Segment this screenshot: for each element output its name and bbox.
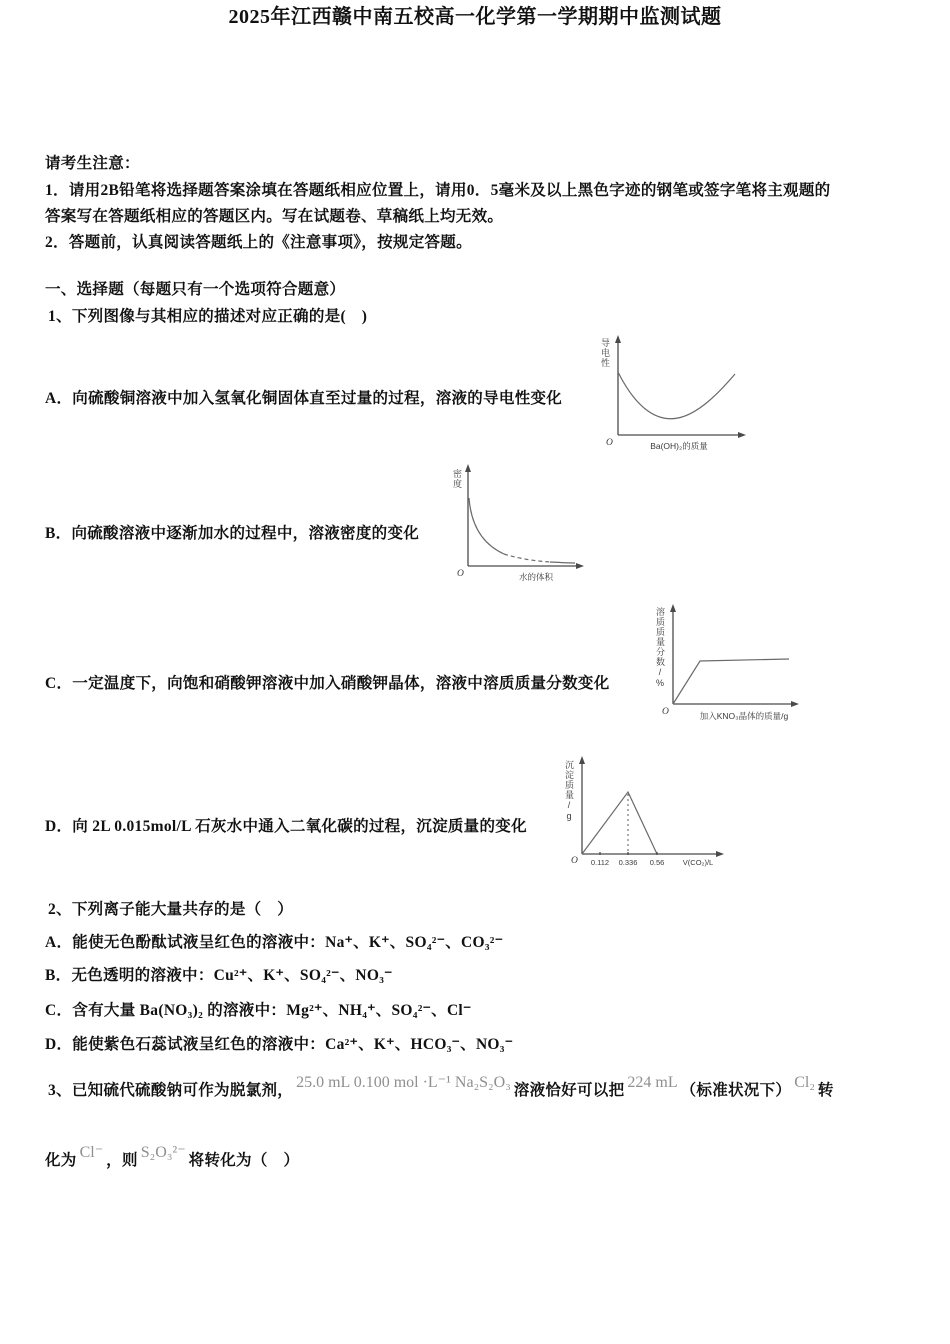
q3-formula-cl2: Cl₂	[794, 1074, 815, 1091]
q1-graph-b-origin: O	[457, 569, 464, 579]
q1-graph-a-origin: O	[606, 438, 613, 448]
q2-stem: 2、下列离子能大量共存的是（ ）	[48, 901, 294, 918]
q1-graph-d-tick-3: 0.56	[649, 858, 665, 867]
q3-text-1: 3、已知硫代硫酸钠可作为脱氯剂，	[48, 1082, 294, 1099]
q1-graph-d-origin: O	[571, 856, 578, 866]
section-1-heading: 一、选择题（每题只有一个选项符合题意）	[45, 281, 346, 298]
q1-graph-d-plot	[556, 752, 741, 878]
q1-graph-d-tick-2: 0.336	[618, 858, 638, 867]
q1-graph-c-ylabel: 溶质质量分数/%	[655, 607, 665, 689]
q1-graph-a	[592, 332, 752, 457]
q1-graph-a-plot	[592, 332, 752, 457]
q3-text-7: 将转化为（ ）	[188, 1152, 300, 1169]
q3-text-3: （标准状况下）	[680, 1082, 792, 1099]
q1-graph-d-xlabel: V(CO₂)/L	[682, 858, 714, 867]
notice-line-1: 1．请用2B铅笔将选择题答案涂填在答题纸相应位置上，请用0．5毫米及以上黑色字迹的钢笔或签字笔将主观题的	[45, 182, 831, 199]
q1-graph-b	[438, 462, 598, 588]
q1-graph-c-plot	[641, 599, 836, 729]
q1-option-d: D．向 2L 0.015mol/L 石灰水中通入二氧化碳的过程，沉淀质量的变化	[45, 818, 527, 835]
q1-graph-a-xlabel: Ba(OH)₂的质量	[650, 441, 708, 451]
q3-stem-line-2	[45, 1144, 300, 1170]
q3-formula-na2s2o3: 25.0 mL 0.100 mol ·L⁻¹ Na₂S₂O₃	[296, 1074, 511, 1091]
q3-text-5: 化为	[45, 1152, 77, 1169]
q1-graph-b-ylabel: 密度	[452, 469, 462, 489]
q1-graph-b-xlabel: 水的体积	[518, 572, 554, 582]
q1-option-a: A．向硫酸铜溶液中加入氢氧化铜固体直至过量的过程，溶液的导电性变化	[45, 390, 563, 407]
q2-option-c: C．含有大量 Ba(NO₃)₂ 的溶液中：Mg²⁺、NH₄⁺、SO₄²⁻、Cl⁻	[45, 1002, 472, 1019]
q1-graph-d-ylabel: 沉淀质量/g	[564, 760, 574, 822]
notice-line-2: 答案写在答题纸相应的答题区内。写在试题卷、草稿纸上均无效。	[45, 208, 504, 225]
q3-text-4: 转	[817, 1082, 834, 1099]
q1-graph-d	[556, 752, 741, 878]
q1-graph-b-plot	[438, 462, 598, 588]
notice-heading: 请考生注意：	[45, 155, 140, 172]
q1-graph-c-xlabel: 加入KNO₃晶体的质量/g	[699, 711, 789, 721]
q2-option-a: A．能使无色酚酞试液呈红色的溶液中：Na⁺、K⁺、SO₄²⁻、CO₃²⁻	[45, 934, 504, 951]
q3-formula-cl-ion: Cl⁻	[79, 1144, 104, 1161]
q1-graph-c-origin: O	[662, 707, 669, 717]
q1-option-c: C．一定温度下，向饱和硝酸钾溶液中加入硝酸钾晶体，溶液中溶质质量分数变化	[45, 675, 610, 692]
q3-text-2: 溶液恰好可以把	[513, 1082, 625, 1099]
q1-graph-a-ylabel: 导电性	[600, 338, 610, 368]
q1-graph-d-tick-1: 0.112	[590, 858, 610, 867]
q2-option-d: D．能使紫色石蕊试液呈红色的溶液中：Ca²⁺、K⁺、HCO₃⁻、NO₃⁻	[45, 1036, 514, 1053]
q1-graph-c	[641, 599, 836, 729]
q3-formula-s2o3-ion: S₂O₃²⁻	[140, 1144, 186, 1161]
q2-option-b: B．无色透明的溶液中：Cu²⁺、K⁺、SO₄²⁻、NO₃⁻	[45, 967, 393, 984]
notice-line-3: 2．答题前，认真阅读答题纸上的《注意事项》，按规定答题。	[45, 234, 472, 251]
q1-option-b: B．向硫酸溶液中逐渐加水的过程中，溶液密度的变化	[45, 525, 420, 542]
q3-formula-224ml: 224 mL	[627, 1074, 678, 1091]
q1-stem: 1、下列图像与其相应的描述对应正确的是( )	[48, 308, 368, 325]
q3-stem-line-1	[48, 1074, 834, 1100]
q3-text-6: ，则	[106, 1152, 138, 1169]
page-title: 2025年江西赣中南五校高一化学第一学期期中监测试题	[228, 6, 722, 28]
